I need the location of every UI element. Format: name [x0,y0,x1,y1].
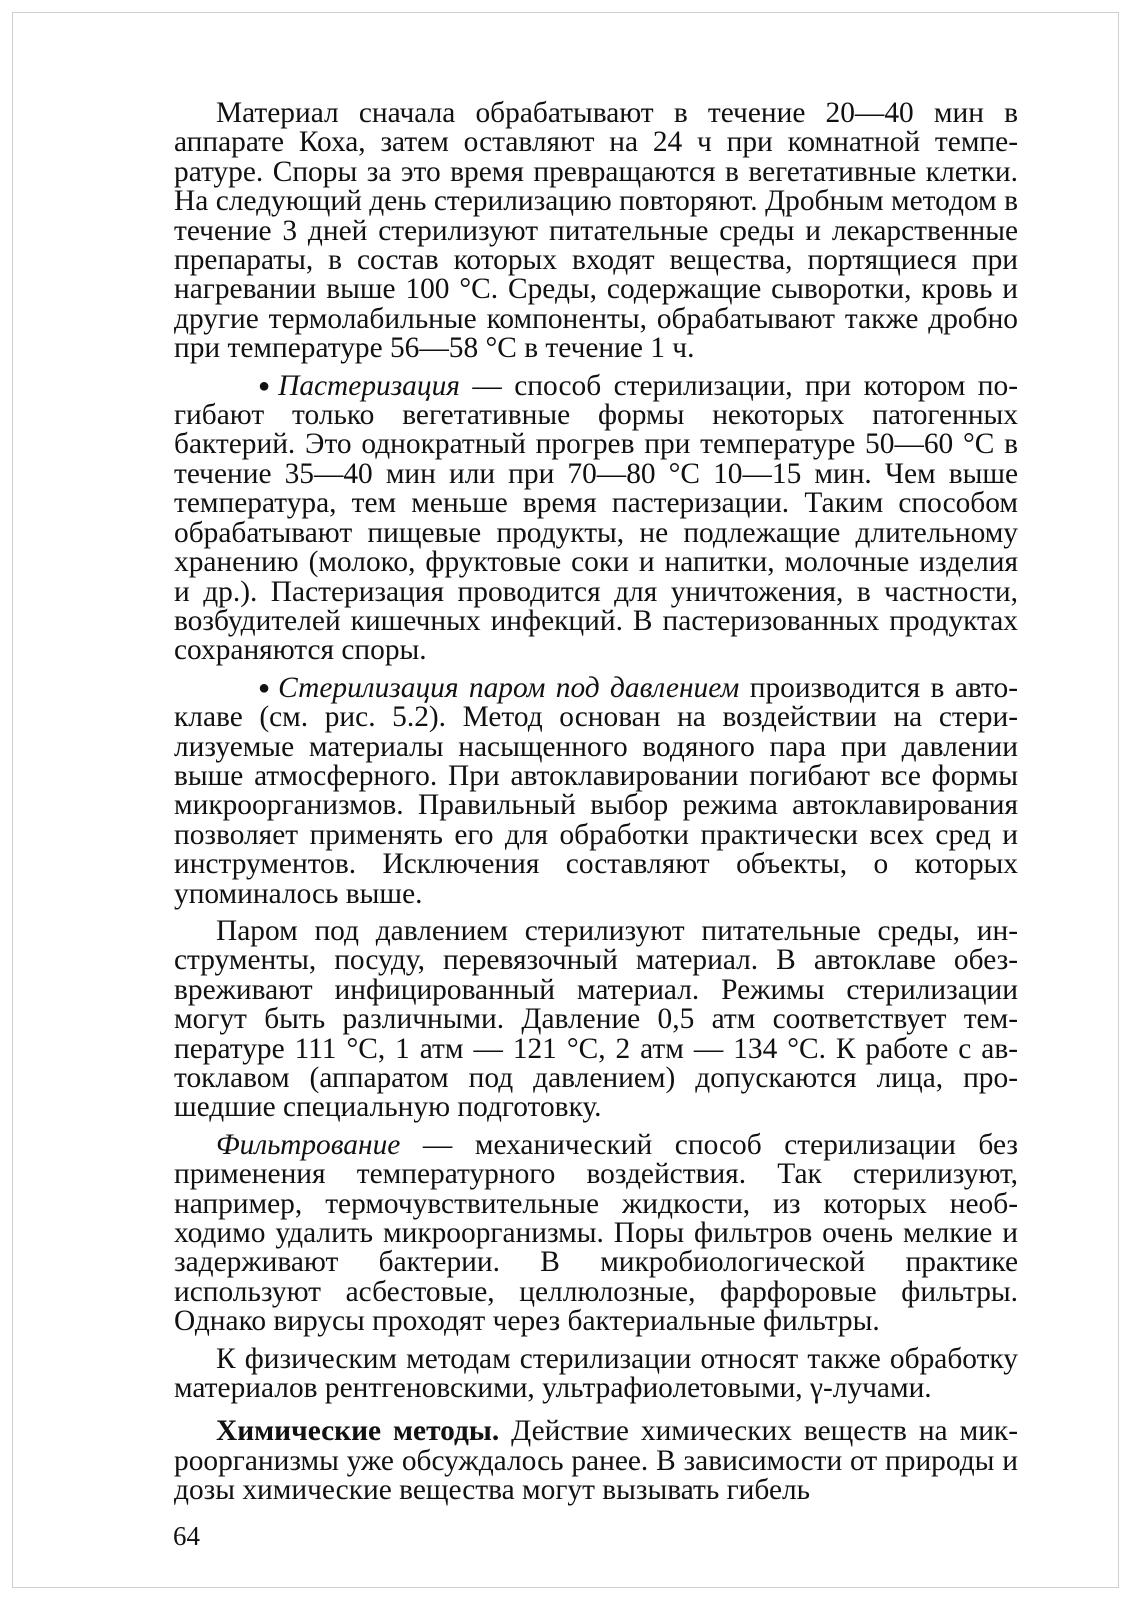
paragraph-text: производится в автоклаве (см. рис. 5.2). Метод основан на воздействии на стерилизуемые материалы насыщенного водяного пара при давлении выше атмосферного. При автоклавировании погибают все формы микроорганизмов. Правильный выбор режима автоклавирования позволяет применять его для обработки практически всех сред и инструментов. Исключения составляют объекты, о которых упоминалось выше. [174,671,1018,910]
term-filtration: Фильтрование [216,1128,401,1161]
heading-chemical-methods: Химические методы. [216,1415,500,1448]
paragraph-pasteurization [174,369,1018,667]
body-text [174,99,1018,1514]
paragraph-text: К физическим методам стерилизации относят также обработку материалов рентгеновскими, ультрафиолетовыми, γ-лучами. [174,1342,1018,1405]
paragraph-text: Материал сначала обрабатывают в течение 20—40 мин в аппарате Коха, затем оставляют на 24 ч при комнатной температуре. Споры за это время превращаются в вегетативные клетки. На следующий день стерилизацию повторяют. Дробным методом в течение 3 дней стерилизуют питательные среды и лекарственные препараты, в состав которых входят вещества, портящиеся при нагревании выше 100 °С. Среды, содержащие сыворотки, кровь и другие термолабильные компоненты, обрабатывают также дробно при температуре 56—58 °С в течение 1 ч. [174,97,1018,365]
paragraph-filtration [174,1128,1018,1338]
paragraph-text: Действие химических веществ на микроорганизмы уже обсуждалось ранее. В зависимости от природы и дозы химические вещества могут вызывать гибель [174,1415,1018,1507]
paragraph-text: — способ стерилизации, при котором погибают только вегетативные формы некоторых патогенных бактерий. Это однократный прогрев при температуре 50—60 °С в течение 35—40 мин или при 70—80 °С 10—15 мин. Чем выше температура, тем меньше время пастеризации. Таким способом обрабатывают пищевые продукты, не подлежащие длительному хранению (молоко, фруктовые соки и напитки, молочные изделия и др.). Пастеризация проводится для уничтожения, в частности, возбудителей кишечных инфекций. В пастеризованных продуктах сохраняются споры. [174,369,1018,667]
paragraph-chemical-methods [174,1417,1018,1505]
paragraph-autoclave [174,914,1018,1124]
bullet-icon: ● [258,676,271,699]
term-pasteurization: Пастеризация [278,369,460,402]
paragraph-text: — механический способ стерилизации без применения температурного воздействия. Так стерилизуют, например, термочувствительные жидкости, из которых необходимо удалить микроорганизмы. Поры фильтров очень мелкие и задерживают бактерии. В микробиологической практике используют асбестовые, целлюлозные, фарфоровые фильтры. Однако вирусы проходят через бактериальные фильтры. [174,1128,1018,1338]
page-number: 64 [173,1521,200,1551]
paragraph-steam-sterilization [174,671,1018,910]
paragraph-text: Паром под давлением стерилизуют питательные среды, инструменты, посуду, перевязочный материал. В автоклаве обезвреживают инфицированный материал. Режимы стерилизации могут быть различными. Давление 0,5 атм соответствует температуре 111 °С, 1 атм — 121 °С, 2 атм — 134 °С. К работе с автоклавом (аппаратом под давлением) допускаются лица, прошедшие специальную подготовку. [174,914,1018,1124]
paragraph-fractional-sterilization [174,99,1018,364]
book-page [12,12,1119,1588]
bullet-icon: ● [258,374,271,397]
term-steam-sterilization: Стерилизация паром под давлением [278,671,740,704]
paragraph-radiation [174,1342,1018,1405]
